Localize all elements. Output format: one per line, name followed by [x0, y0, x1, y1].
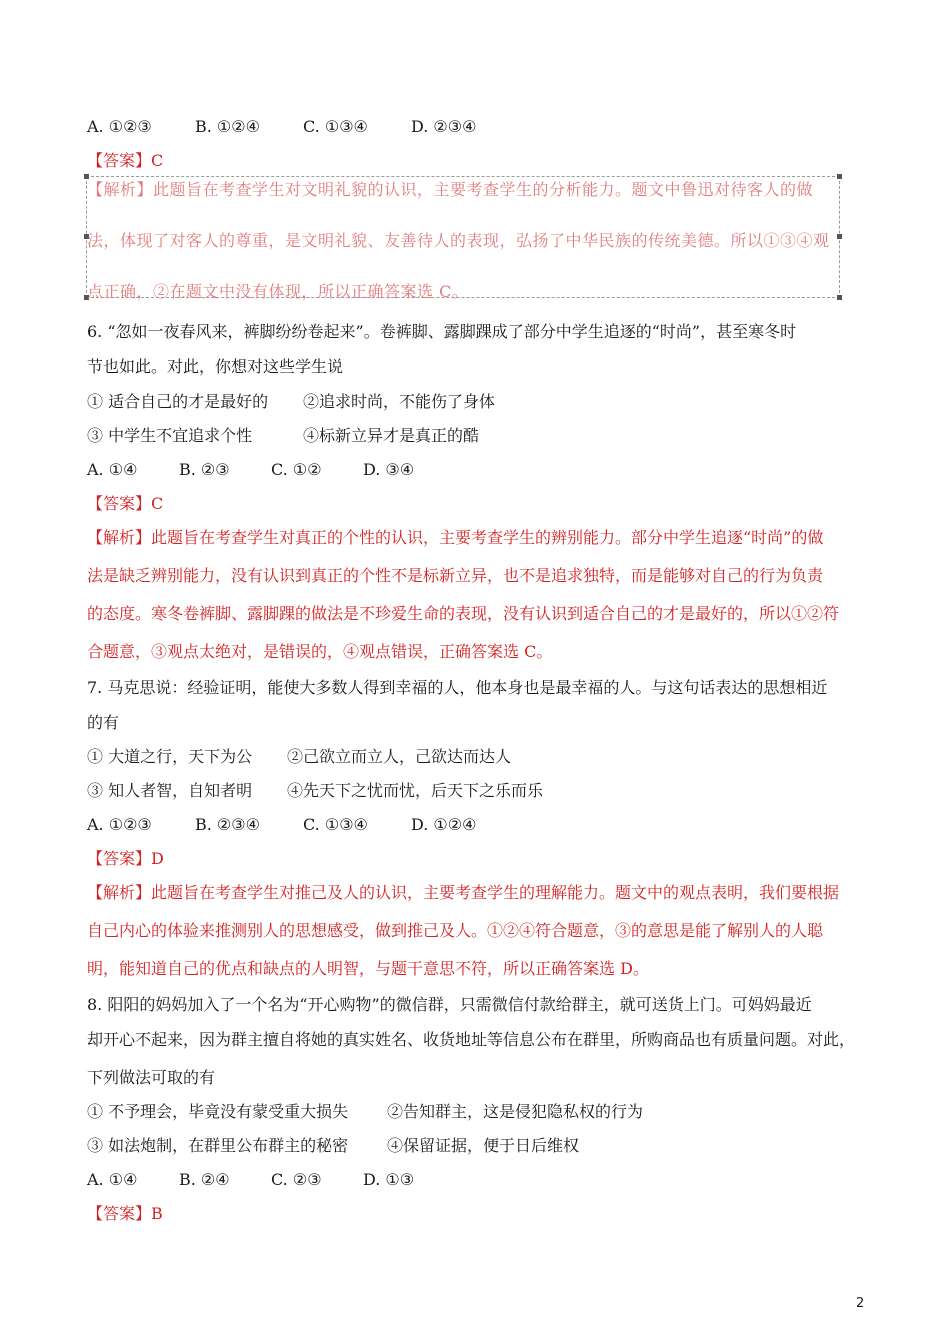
resize-handle-icon[interactable] — [837, 234, 842, 239]
q6-item: ① 适合自己的才是最好的 — [87, 392, 269, 411]
resize-handle-icon[interactable] — [837, 174, 842, 179]
q6-option-c: C. ①② — [271, 460, 322, 479]
q5-option-b: B. ①②④ — [195, 117, 260, 136]
q6-analysis-line: 的态度。寒冬卷裤脚、露脚踝的做法是不珍爱生命的表现，没有认识到适合自己的才是最好的，所以①②符 — [87, 604, 840, 623]
q7-answer: 【答案】D — [87, 849, 164, 868]
q8-item: ① 不予理会，毕竟没有蒙受重大损失 — [87, 1102, 349, 1121]
q8-stem-line: 下列做法可取的有 — [87, 1068, 216, 1087]
q5-analysis-line: 点正确，②在题文中没有体现，所以正确答案选 C。 — [87, 282, 469, 301]
q7-item: ②己欲立而立人，己欲达而达人 — [287, 747, 512, 766]
q8-stem-line: 8. 阳阳的妈妈加入了一个名为“开心购物”的微信群，只需微信付款给群主，就可送货上门。可妈妈最近 — [87, 995, 812, 1014]
q7-stem-line: 7. 马克思说：经验证明，能使大多数人得到幸福的人，他本身也是最幸福的人。与这句话表达的思想相近 — [87, 678, 828, 697]
q8-option-b: B. ②④ — [179, 1170, 230, 1189]
q5-option-c: C. ①③④ — [303, 117, 368, 136]
q7-items-row — [87, 781, 543, 801]
resize-handle-icon[interactable] — [837, 295, 842, 300]
q6-option-a: A. ①④ — [87, 460, 138, 479]
q8-options — [87, 1170, 414, 1190]
q5-answer: 【答案】C — [87, 151, 164, 170]
q6-stem-line: 节也如此。对此，你想对这些学生说 — [87, 357, 344, 376]
q8-option-c: C. ②③ — [271, 1170, 322, 1189]
q7-analysis-line: 自己内心的体验来推测别人的思想感受，做到推己及人。①②④符合题意，③的意思是能了解别人的人聪 — [87, 921, 824, 940]
q5-analysis-line: 法，体现了对客人的尊重，是文明礼貌、友善待人的表现，弘扬了中华民族的传统美德。所以①③④观 — [87, 231, 830, 250]
q8-option-a: A. ①④ — [87, 1170, 138, 1189]
page-number: 2 — [856, 1296, 865, 1311]
q6-option-b: B. ②③ — [179, 460, 230, 479]
q7-item: ③ 知人者智，自知者明 — [87, 781, 253, 800]
q7-option-c: C. ①③④ — [303, 815, 368, 834]
q5-option-d: D. ②③④ — [411, 117, 477, 136]
q6-items-row — [87, 426, 479, 446]
q7-items-row — [87, 747, 511, 767]
q6-options — [87, 460, 414, 480]
q6-item: ③ 中学生不宜追求个性 — [87, 426, 253, 445]
q6-answer: 【答案】C — [87, 494, 164, 513]
q7-option-b: B. ②③④ — [195, 815, 260, 834]
q6-analysis-line: 法是缺乏辨别能力，没有认识到真正的个性不是标新立异，也不是追求独特，而是能够对自己的行为负责 — [87, 566, 824, 585]
q5-analysis-line: 【解析】此题旨在考查学生对文明礼貌的认识，主要考查学生的分析能力。题文中鲁迅对待客人的做 — [87, 180, 814, 199]
q7-option-a: A. ①②③ — [87, 815, 152, 834]
q8-item: ④保留证据，便于日后维权 — [387, 1136, 580, 1155]
q7-analysis-line: 明，能知道自己的优点和缺点的人明智，与题干意思不符，所以正确答案选 D。 — [87, 959, 649, 978]
q7-option-d: D. ①②④ — [411, 815, 477, 834]
q8-items-row — [87, 1136, 579, 1156]
q6-option-d: D. ③④ — [363, 460, 415, 479]
q8-option-d: D. ①③ — [363, 1170, 415, 1189]
q8-item: ③ 如法炮制，在群里公布群主的秘密 — [87, 1136, 349, 1155]
q8-items-row — [87, 1102, 643, 1122]
q7-analysis-line: 【解析】此题旨在考查学生对推己及人的认识，主要考查学生的理解能力。题文中的观点表明，我们要根据 — [87, 883, 840, 902]
q5-option-a: A. ①②③ — [87, 117, 152, 136]
q7-item: ① 大道之行，天下为公 — [87, 747, 253, 766]
q6-analysis-line: 【解析】此题旨在考查学生对真正的个性的认识，主要考查学生的辨别能力。部分中学生追逐“时尚”的做 — [87, 528, 824, 547]
q6-item: ②追求时尚，不能伤了身体 — [303, 392, 496, 411]
q6-analysis-line: 合题意，③观点太绝对，是错误的，④观点错误，正确答案选 C。 — [87, 642, 553, 661]
q6-item: ④标新立异才是真正的酷 — [303, 426, 480, 445]
q7-stem-line: 的有 — [87, 713, 120, 732]
q8-item: ②告知群主，这是侵犯隐私权的行为 — [387, 1102, 644, 1121]
resize-handle-icon[interactable] — [84, 174, 89, 179]
q8-stem-line: 却开心不起来，因为群主擅自将她的真实姓名、收货地址等信息公布在群里，所购商品也有质量问题。对此， — [87, 1030, 856, 1049]
q7-options — [87, 815, 476, 835]
q5-options — [87, 117, 476, 137]
q7-item: ④先天下之忧而忧，后天下之乐而乐 — [287, 781, 544, 800]
q8-answer: 【答案】B — [87, 1204, 163, 1223]
q6-stem-line: 6. “忽如一夜春风来，裤脚纷纷卷起来”。卷裤脚、露脚踝成了部分中学生追逐的“时尚”，甚至寒冬时 — [87, 322, 797, 341]
q6-items-row — [87, 392, 495, 412]
